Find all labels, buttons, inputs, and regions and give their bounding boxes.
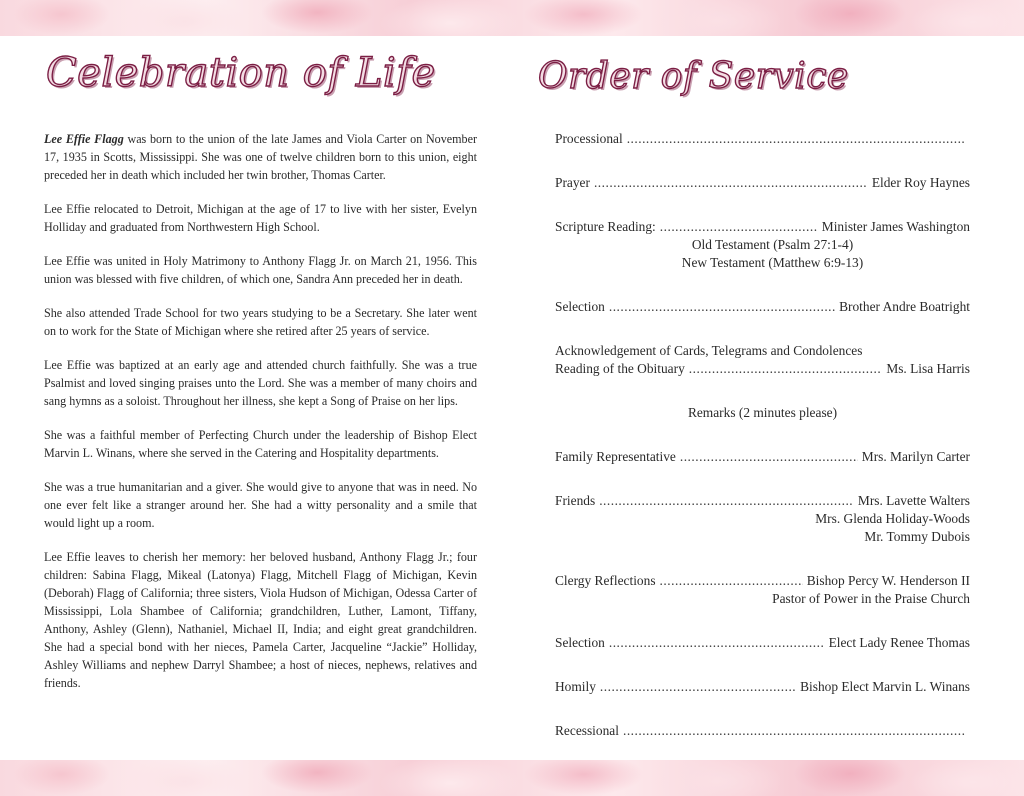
bio-paragraph: She was a true humanitarian and a giver. She would give to anyone that was in need. No one ever felt like a stranger around her. She had a witty personality and a smile that would light up a room.: [44, 480, 477, 530]
friends-speaker: Mr. Tommy Dubois: [864, 529, 970, 544]
scripture-new-testament: New Testament (Matthew 6:9-13): [681, 255, 864, 270]
service-item-recessional: Recessional .....: [555, 722, 970, 740]
obituary-text: [44, 130, 477, 708]
service-item-remarks: Remarks (2 minutes please): [687, 405, 838, 420]
rose-petal-border-top: [0, 0, 1024, 36]
service-item-family: Family Representative ..... Mrs. Marilyn Carter: [555, 448, 970, 466]
left-page: [0, 36, 512, 760]
bio-paragraph: Lee Effie Flagg was born to the union of the late James and Viola Carter on November 17, 1935 in Scotts, Mississippi. She was one of twelve children born to this union, eight preceded her in death which included her twin brother, Thomas Carter.: [44, 132, 477, 182]
friends-speaker: Mrs. Glenda Holiday-Woods: [815, 511, 970, 526]
right-page: [512, 36, 1024, 760]
bio-paragraph: Lee Effie leaves to cherish her memory: her beloved husband, Anthony Flagg Jr.; four children: Sabina Flagg, Mikeal (Latonya) Flagg, Mitchell Flagg of Michigan, Kevin (Deborah) Flagg of California; three sisters, Viola Hudson of Michigan, Odessa Carter of Mississippi, Lola Shambee of California; grandchildren, Luther, Lamont, Tiffany, Anthony, Ashley (Glenn), Nathaniel, Michael II, India; and eight great grandchildren. She had a special bond with her nieces, Pamela Carter, Jacqueline “Jackie” Holliday, Ashley Williams and nephew Darryl Shambee; a host of nieces, nephews, relatives and friends.: [44, 550, 477, 690]
service-item-acknowledgement: Acknowledgement of Cards, Telegrams and Condolences Reading of the Obituary ..... Ms. Lisa Harris: [555, 342, 970, 378]
service-item-clergy: Clergy Reflections ..... Bishop Percy W. Henderson II Pastor of Power in the Praise Church: [555, 572, 970, 608]
bio-paragraph: She also attended Trade School for two years studying to be a Secretary. She later went on to work for the State of Michigan where she retired after 25 years of service.: [44, 306, 477, 338]
service-item-friends: Friends ..... Mrs. Lavette Walters Mrs. Glenda Holiday-Woods Mr. Tommy Dubois: [555, 492, 970, 546]
scripture-old-testament: Old Testament (Psalm 27:1-4): [691, 237, 854, 252]
bio-paragraph: Lee Effie relocated to Detroit, Michigan at the age of 17 to live with her sister, Evelyn Holliday and graduated from Northwestern High School.: [44, 202, 477, 234]
clergy-affiliation: Pastor of Power in the Praise Church: [772, 591, 970, 606]
service-item-prayer: Prayer ..... Elder Roy Haynes: [555, 174, 970, 192]
bio-paragraph: Lee Effie was baptized at an early age and attended church faithfully. She was a true Psalmist and loved singing praises unto the Lord. She was a member of many choirs and sang hymns as a soloist. Throughout her illness, she kept a Song of Praise on her lips.: [44, 358, 477, 408]
bio-paragraph: She was a faithful member of Perfecting Church under the leadership of Bishop Elect Marvin L. Winans, where she served in the Catering and Hospitality departments.: [44, 428, 477, 460]
order-of-service-title: Order of Service: [538, 56, 849, 97]
service-item-scripture: Scripture Reading: ..... Minister James Washington Old Testament (Psalm 27:1-4) New Testament (Matthew 6:9-13): [555, 218, 970, 272]
deceased-name: Lee Effie Flagg: [44, 132, 124, 146]
service-item-selection: Selection ..... Elect Lady Renee Thomas: [555, 634, 970, 652]
bio-paragraph: Lee Effie was united in Holy Matrimony to Anthony Flagg Jr. on March 21, 1956. This union was blessed with five children, of which one, Sandra Ann preceded her in death.: [44, 254, 477, 286]
service-program: [555, 130, 970, 740]
service-item-selection: Selection ..... Brother Andre Boatright: [555, 298, 970, 316]
rose-petal-border-bottom: [0, 760, 1024, 796]
service-item-homily: Homily ..... Bishop Elect Marvin L. Winans: [555, 678, 970, 696]
celebration-title: Celebration of Life: [46, 50, 436, 96]
service-item-processional: Processional .....: [555, 130, 970, 148]
